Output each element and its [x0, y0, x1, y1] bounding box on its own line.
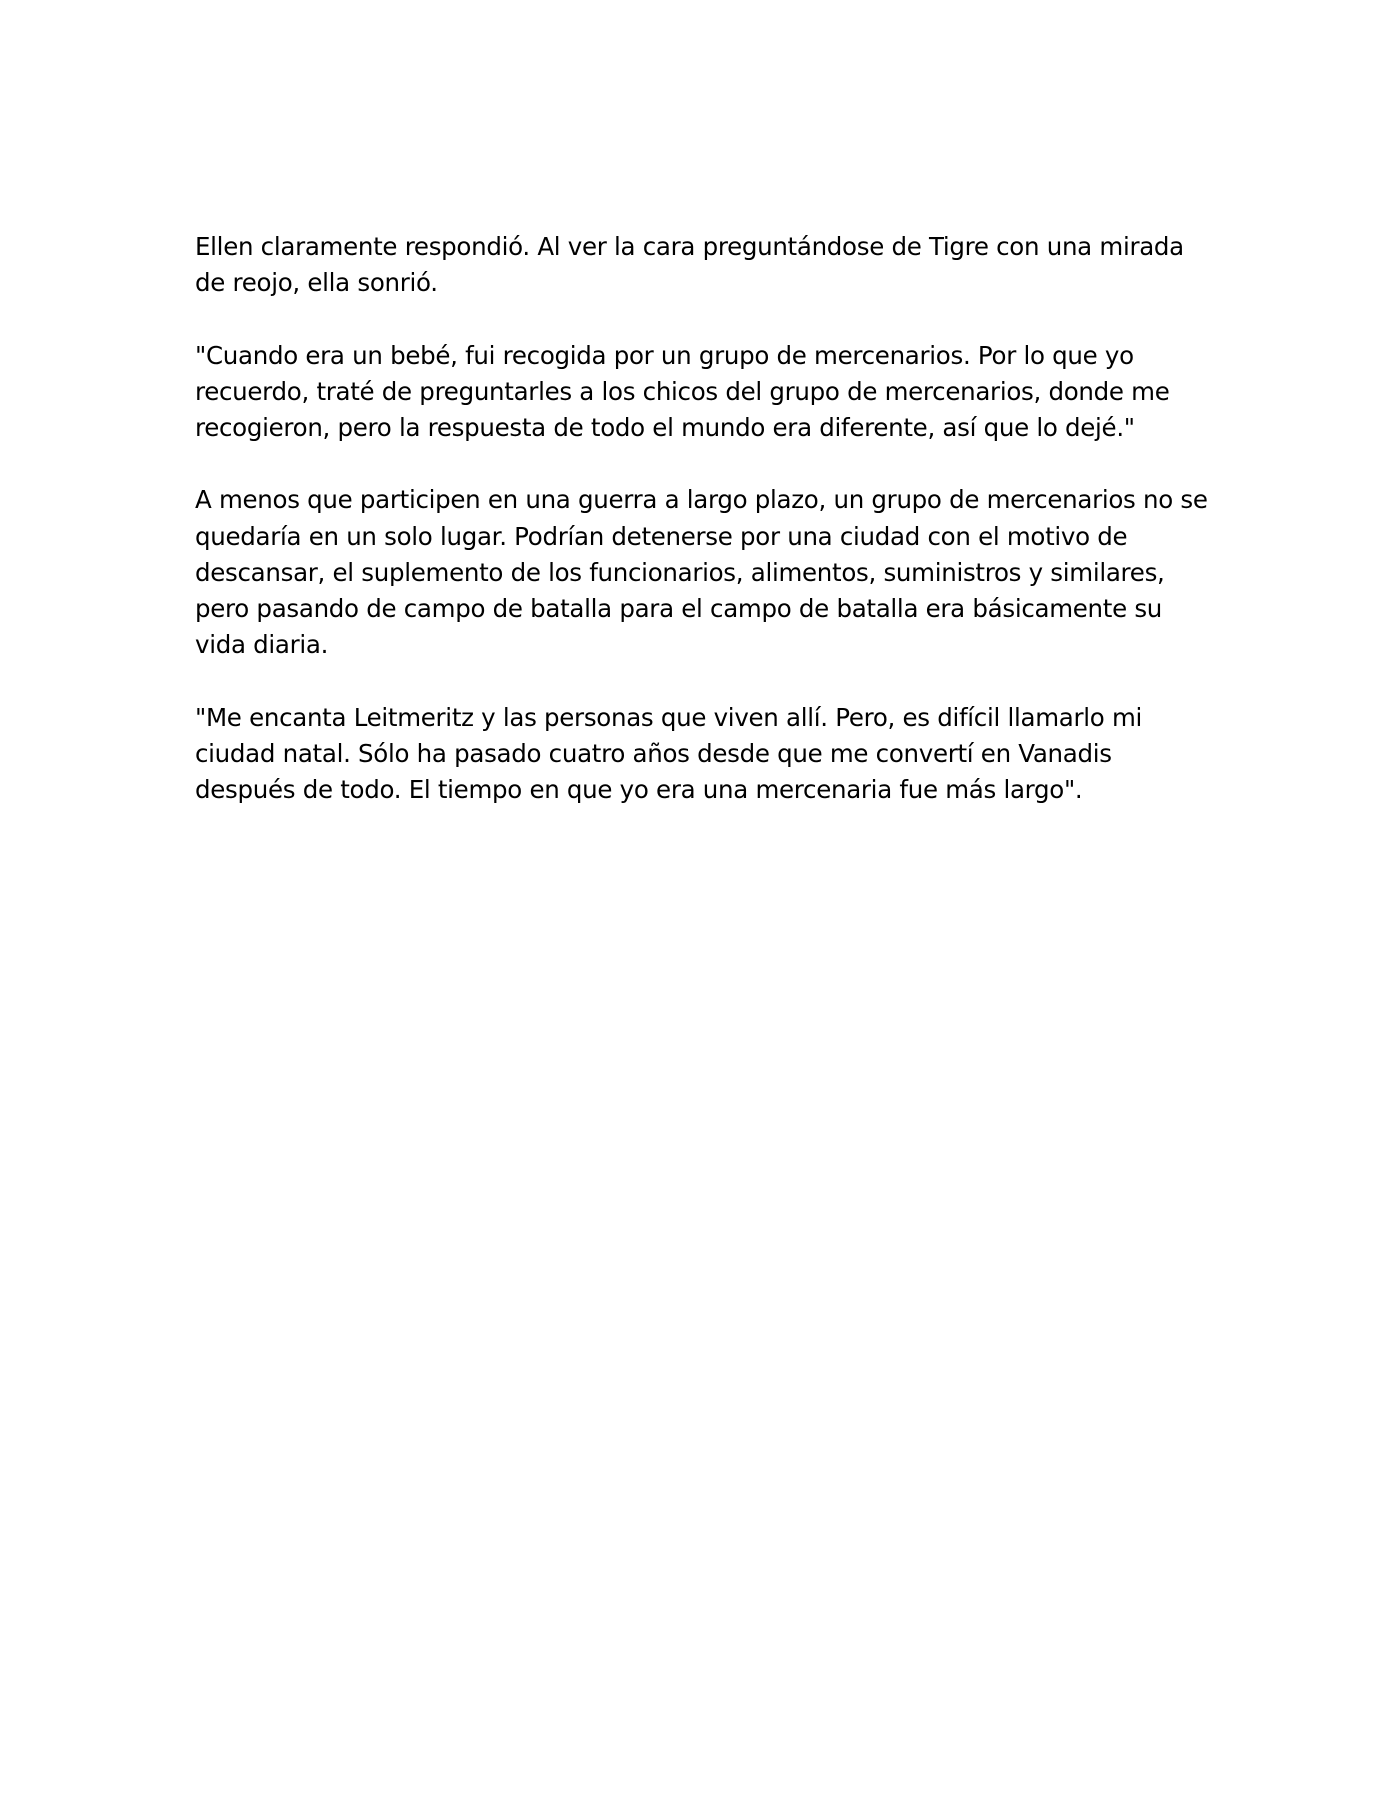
paragraph: A menos que participen en una guerra a largo plazo, un grupo de mercenarios no se quedaría en un solo lugar. Podrían detenerse por una ciudad con el motivo de descansar, el suplemento de los funcionarios, alimentos, suministros y similares, pero pasando de campo de batalla para el campo de batalla era básicamente su vida diaria.	[195, 485, 1208, 660]
paragraph: Ellen claramente respondió. Al ver la cara preguntándose de Tigre con una mirada de reojo, ella sonrió.	[195, 232, 1184, 298]
paragraph: "Cuando era un bebé, fui recogida por un grupo de mercenarios. Por lo que yo recuerdo, traté de preguntarles a los chicos del grupo de mercenarios, donde me recogieron, pero la respuesta de todo el mundo era diferente, así que lo dejé."	[195, 340, 1170, 442]
document-body	[195, 229, 1215, 808]
paragraph: "Me encanta Leitmeritz y las personas que viven allí. Pero, es difícil llamarlo mi ciudad natal. Sólo ha pasado cuatro años desde que me convertí en Vanadis después de todo. El tiempo en que yo era una mercenaria fue más largo".	[195, 702, 1143, 804]
